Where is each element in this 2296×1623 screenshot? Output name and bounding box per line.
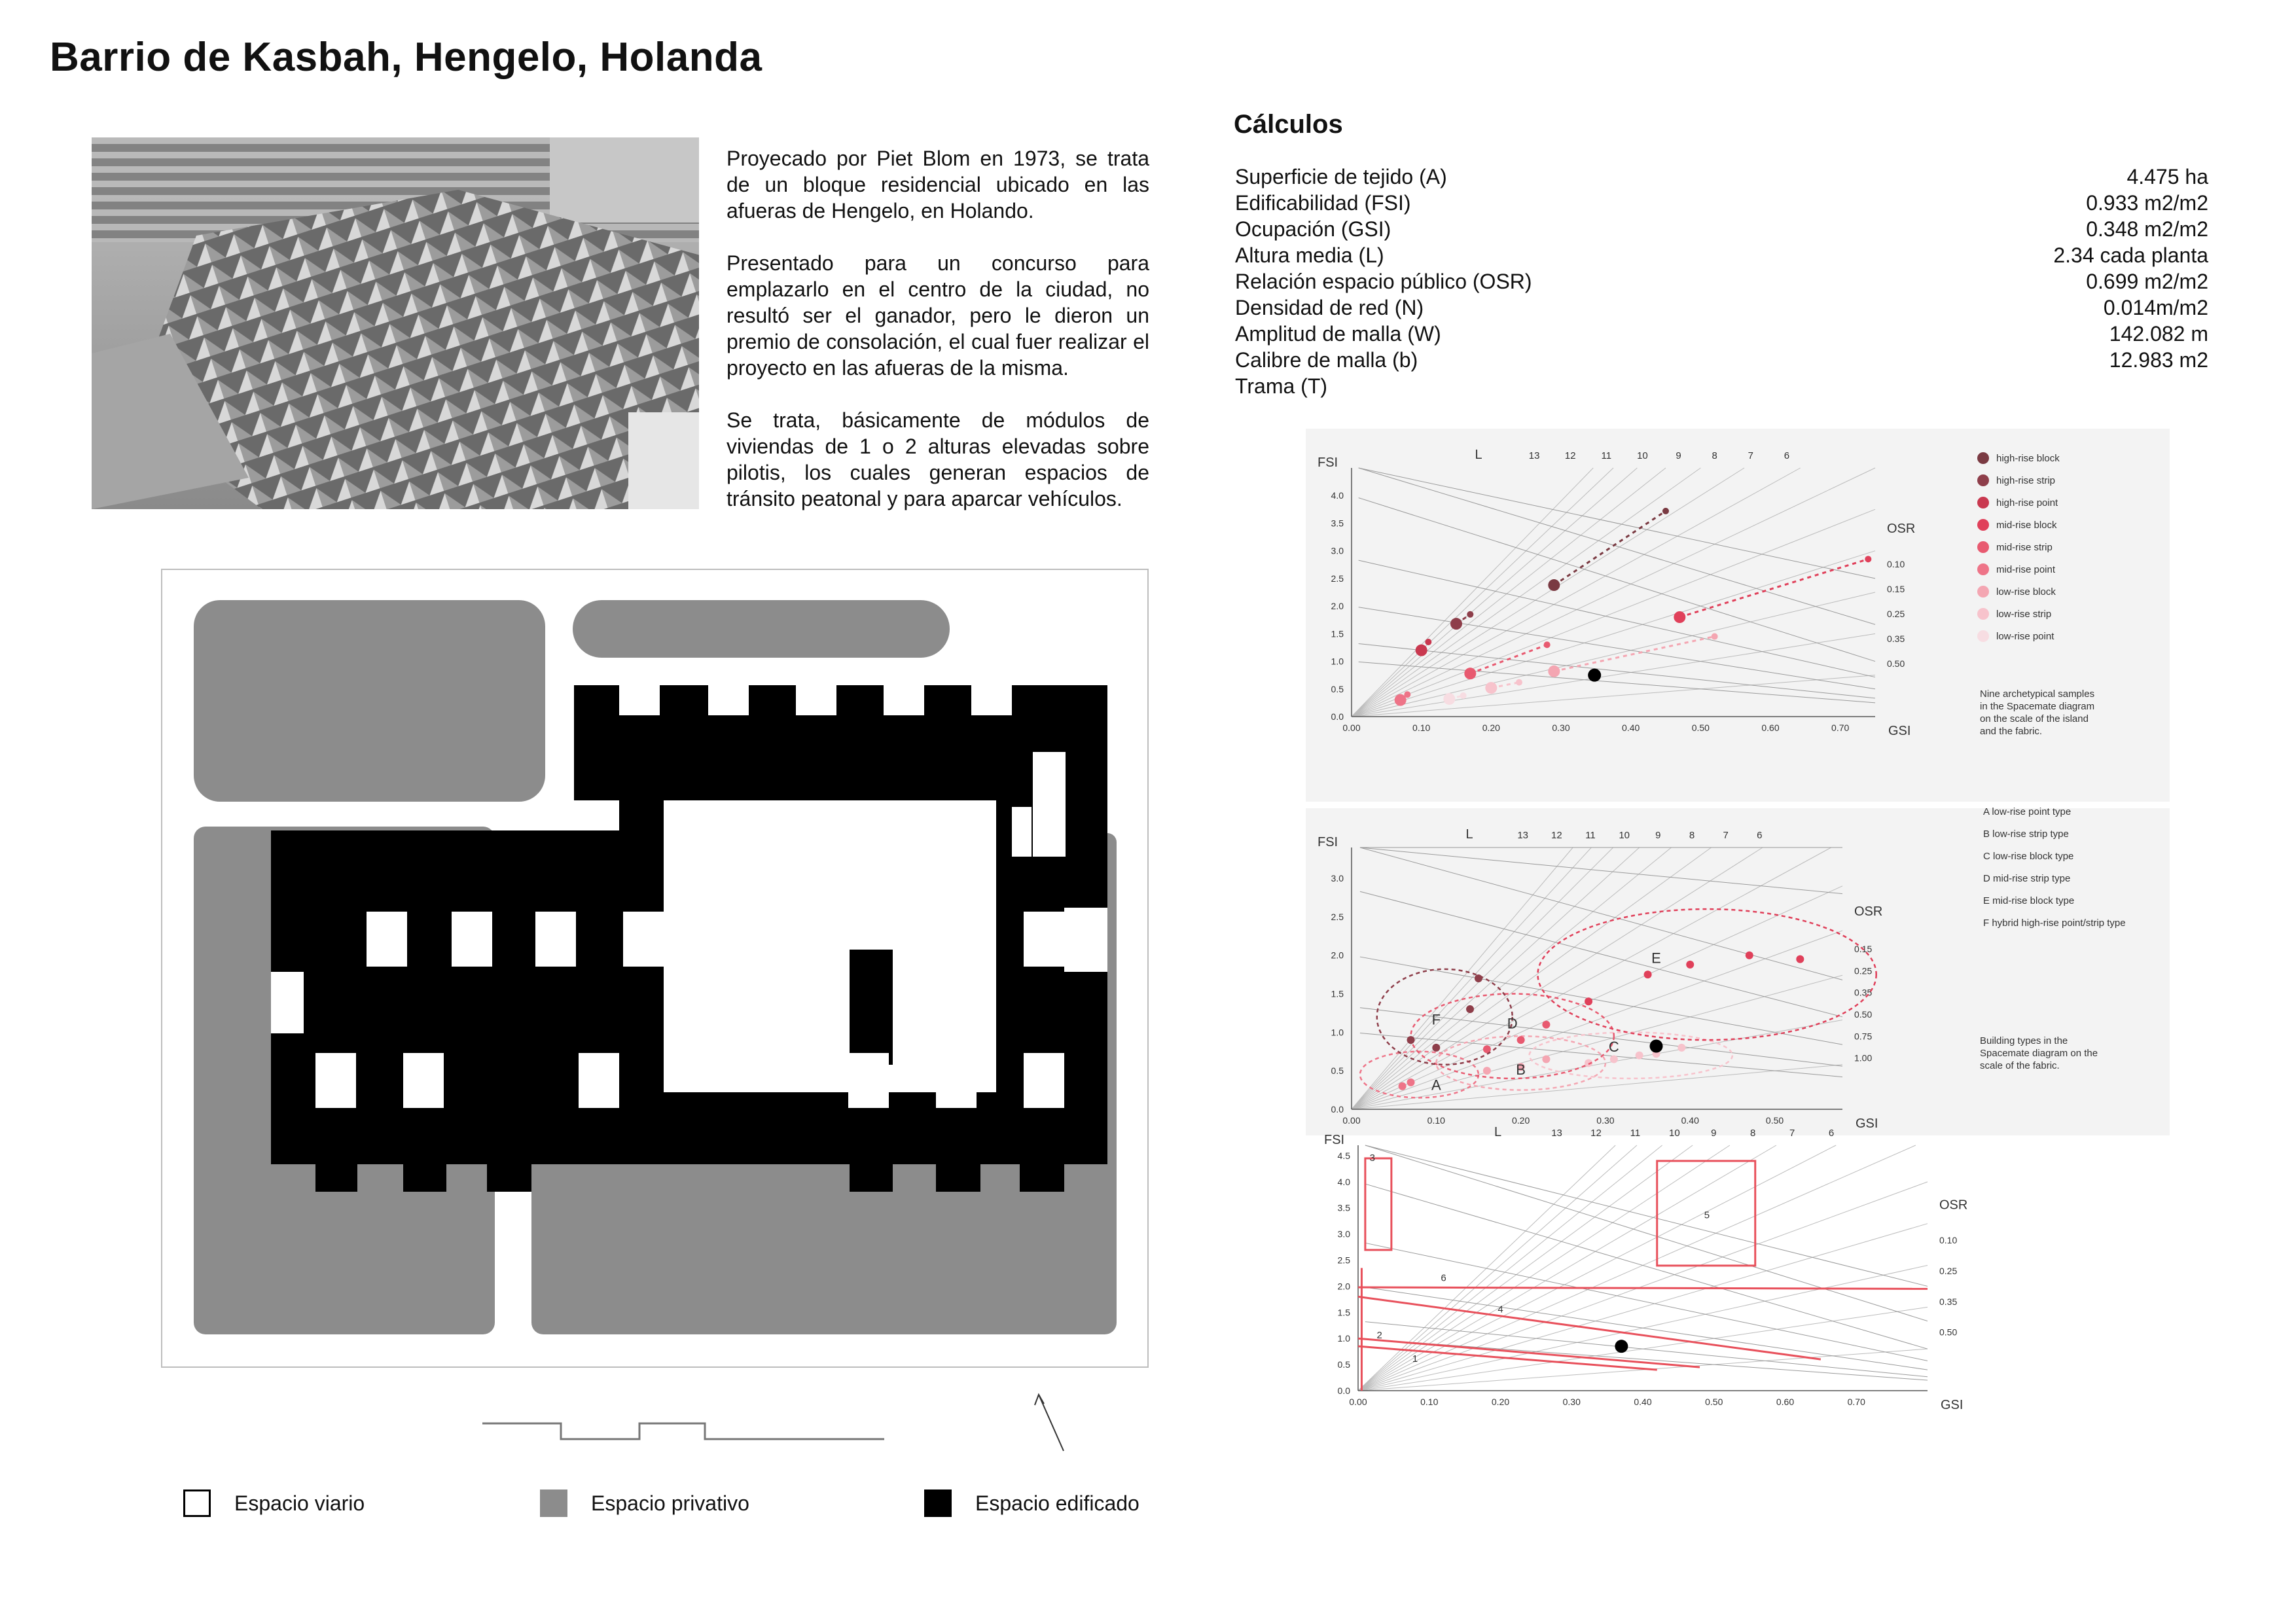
- calc-value: 0.348 m2/m2: [2086, 217, 2208, 241]
- l-tick-label: 12: [1564, 450, 1576, 461]
- calc-value: 12.983 m2: [2109, 348, 2208, 372]
- calc-label: Densidad de red (N): [1235, 296, 1424, 319]
- osr-line: [1365, 1145, 1928, 1321]
- zone-label: 3: [1369, 1152, 1375, 1164]
- calculations-table: [1235, 164, 2208, 399]
- l-tick-label: 7: [1789, 1128, 1795, 1139]
- chart-legend-label: low-rise block: [1996, 586, 2056, 597]
- data-point: [1483, 1067, 1491, 1075]
- legend-swatch-street: [183, 1489, 211, 1517]
- x-tick-label: 0.60: [1761, 722, 1780, 733]
- l-tick-label: 8: [1689, 830, 1695, 841]
- calc-label: Relación espacio público (OSR): [1235, 270, 1532, 293]
- private-block-n: [573, 600, 950, 658]
- y-tick-label: 0.0: [1337, 1385, 1350, 1396]
- chart-panel-2: [1306, 806, 2170, 1135]
- data-point: [1644, 971, 1652, 978]
- data-point: [1712, 633, 1718, 640]
- chart-legend-label: mid-rise strip: [1996, 542, 2053, 553]
- osr-tick-label: 0.35: [1887, 633, 1905, 644]
- chart-caption: Spacemate diagram on the: [1980, 1048, 2098, 1059]
- y-tick-label: 2.0: [1337, 1281, 1350, 1292]
- chart-caption: in the Spacemate diagram: [1980, 701, 2095, 712]
- data-point: [1443, 693, 1455, 705]
- x-tick-label: 0.40: [1681, 1115, 1699, 1126]
- data-point: [1516, 679, 1522, 686]
- osr-tick-label: 0.15: [1854, 944, 1873, 954]
- chart-legend-label: low-rise strip: [1996, 609, 2052, 620]
- l-tick-label: 13: [1517, 830, 1529, 841]
- chart-caption: and the fabric.: [1980, 726, 2043, 737]
- y-tick-label: 0.5: [1337, 1359, 1350, 1370]
- l-tick-label: 8: [1750, 1128, 1756, 1139]
- data-point: [1517, 1036, 1525, 1044]
- calc-value: 4.475 ha: [2126, 165, 2208, 188]
- x-tick-label: 0.70: [1831, 722, 1850, 733]
- l-tick-label: L: [1465, 827, 1473, 842]
- l-tick-label: 6: [1757, 830, 1763, 841]
- y-tick-label: 1.5: [1331, 988, 1344, 999]
- chart-panel-3: [1324, 1125, 1967, 1412]
- calc-label: Superficie de tejido (A): [1235, 165, 1447, 188]
- data-point: [1460, 692, 1467, 699]
- y-tick-label: 0.0: [1331, 1104, 1344, 1115]
- data-point: [1466, 1005, 1474, 1013]
- x-tick-label: 0.00: [1349, 1397, 1367, 1407]
- x-axis-label: GSI: [1941, 1398, 1964, 1412]
- chart-legend-label: E mid-rise block type: [1983, 895, 2075, 906]
- x-tick-label: 0.40: [1634, 1397, 1652, 1407]
- x-tick-label: 0.50: [1691, 722, 1710, 733]
- group-label: D: [1507, 1015, 1518, 1032]
- l-line: [1358, 1145, 1662, 1391]
- zone-label: 4: [1498, 1304, 1503, 1315]
- zone-label: 2: [1376, 1330, 1382, 1342]
- x-tick-label: 0.20: [1491, 1397, 1510, 1407]
- group-label: B: [1516, 1061, 1526, 1079]
- x-tick-label: 0.00: [1342, 1115, 1361, 1126]
- osr-tick-label: 1.00: [1854, 1052, 1873, 1063]
- calc-label: Calibre de malla (b): [1235, 348, 1418, 372]
- x-tick-label: 0.20: [1482, 722, 1500, 733]
- north-arrow-shape: [1031, 1391, 1070, 1453]
- osr-tick-label: 0.35: [1939, 1296, 1958, 1307]
- chart-panel-1: [1306, 429, 2170, 802]
- calc-label: Ocupación (GSI): [1235, 217, 1391, 241]
- y-tick-label: 1.0: [1331, 1027, 1344, 1038]
- l-tick-label: 9: [1655, 830, 1661, 841]
- osr-tick-label: 0.50: [1887, 658, 1905, 669]
- zone-line: [1358, 1287, 1928, 1289]
- kasbah-point: [1588, 669, 1601, 682]
- y-axis-label: FSI: [1324, 1133, 1345, 1147]
- data-point: [1432, 1044, 1440, 1052]
- chart-legend-label: B low-rise strip type: [1983, 829, 2069, 840]
- calc-label: Amplitud de malla (W): [1235, 322, 1441, 346]
- x-tick-label: 0.30: [1562, 1397, 1581, 1407]
- legend-label: Espacio edificado: [975, 1491, 1139, 1515]
- chart-caption: Building types in the: [1980, 1035, 2068, 1046]
- zone-label: 5: [1704, 1209, 1710, 1221]
- entry-notch-w: [271, 972, 304, 1033]
- chart-legend-label: high-rise strip: [1996, 475, 2056, 486]
- data-point: [1548, 666, 1560, 677]
- x-tick-label: 0.10: [1420, 1397, 1439, 1407]
- x-tick-label: 0.60: [1776, 1397, 1795, 1407]
- data-point: [1464, 668, 1476, 679]
- y-tick-label: 3.0: [1337, 1228, 1350, 1240]
- y-axis-label: FSI: [1318, 455, 1338, 470]
- l-tick-label: 6: [1828, 1128, 1835, 1139]
- chart-legend-label: F hybrid high-rise point/strip type: [1983, 918, 2126, 929]
- site-plan: [161, 569, 1149, 1368]
- l-tick-label: 9: [1711, 1128, 1717, 1139]
- legend-dot: [1977, 474, 1989, 486]
- legend-label: Espacio privativo: [591, 1491, 749, 1515]
- calculations-title: Cálculos: [1234, 110, 1343, 139]
- legend-dot: [1977, 630, 1989, 642]
- l-tick-label: 8: [1712, 450, 1717, 461]
- north-arrow-icon: [1031, 1391, 1070, 1453]
- data-point: [1746, 952, 1753, 959]
- legend-label: Espacio viario: [234, 1491, 365, 1515]
- data-point: [1686, 961, 1694, 969]
- data-point: [1662, 508, 1669, 514]
- y-tick-label: 2.5: [1331, 573, 1344, 584]
- data-point: [1425, 639, 1431, 645]
- l-tick-label: 11: [1585, 830, 1596, 841]
- x-tick-label: 0.30: [1552, 722, 1570, 733]
- chart-caption: Nine archetypical samples: [1980, 688, 2095, 700]
- y-tick-label: 3.0: [1331, 545, 1344, 556]
- calc-row: [1235, 294, 2208, 321]
- calc-row: [1235, 321, 2208, 347]
- data-point: [1399, 1082, 1407, 1090]
- legend-dot: [1977, 452, 1989, 464]
- x-tick-label: 0.10: [1427, 1115, 1445, 1126]
- data-point: [1636, 1052, 1643, 1060]
- description-paragraph: Se trata, básicamente de módulos de viviendas de 1 o 2 alturas elevadas sobre pilotis, los cuales generan espacios de tránsito peatonal y para aparcar vehículos.: [726, 408, 1149, 510]
- spacemate-charts: [1306, 429, 2170, 1430]
- legend-dot: [1977, 563, 1989, 575]
- osr-tick-label: 0.25: [1854, 965, 1873, 976]
- y-tick-label: 4.5: [1337, 1150, 1350, 1161]
- y-tick-label: 1.5: [1331, 628, 1344, 639]
- l-tick-label: 10: [1619, 830, 1630, 841]
- section-profile: [482, 1410, 884, 1444]
- description-paragraph: Presentado para un concurso para emplazarlo en el centro de la ciudad, no resultó ser el ganador, pero le dieron un premio de consolación, el cual fuer realizar el proyecto en las afueras de la misma.: [726, 251, 1149, 380]
- l-line: [1358, 1145, 1836, 1391]
- zone-box-3: [1365, 1158, 1391, 1250]
- l-line: [1358, 1349, 1928, 1391]
- y-tick-label: 3.0: [1331, 873, 1344, 884]
- legend-swatch-built: [924, 1489, 952, 1517]
- legend-private: [540, 1488, 749, 1519]
- chart-legend-label: mid-rise block: [1996, 520, 2057, 531]
- osr-title: OSR: [1887, 521, 1916, 536]
- l-tick-label: 11: [1601, 450, 1612, 461]
- y-tick-label: 3.5: [1337, 1202, 1350, 1213]
- l-tick-label: 11: [1630, 1128, 1641, 1139]
- data-point: [1796, 955, 1804, 963]
- y-tick-label: 1.5: [1337, 1307, 1350, 1318]
- x-tick-label: 0.00: [1342, 722, 1361, 733]
- osr-tick-label: 0.25: [1939, 1265, 1958, 1276]
- y-tick-label: 3.5: [1331, 518, 1344, 529]
- osr-tick-label: 0.35: [1854, 987, 1873, 998]
- project-description: [726, 145, 1149, 538]
- y-axis-label: FSI: [1318, 835, 1338, 849]
- l-tick-label: 10: [1637, 450, 1648, 461]
- data-point: [1865, 556, 1871, 562]
- osr-title: OSR: [1854, 904, 1883, 919]
- calc-row: [1235, 190, 2208, 216]
- l-tick-label: 13: [1528, 450, 1540, 461]
- calc-row: [1235, 373, 2208, 399]
- legend-dot: [1977, 586, 1989, 597]
- page-title: Barrio de Kasbah, Hengelo, Holanda: [50, 35, 762, 80]
- x-tick-label: 0.20: [1511, 1115, 1530, 1126]
- calc-label: Edificabilidad (FSI): [1235, 191, 1411, 215]
- calc-value: 0.933 m2/m2: [2086, 191, 2208, 215]
- chart-legend-label: D mid-rise strip type: [1983, 873, 2071, 884]
- data-point: [1467, 611, 1473, 618]
- osr-tick-label: 0.50: [1939, 1327, 1958, 1338]
- data-point: [1610, 1056, 1618, 1063]
- chart-legend-label: C low-rise block type: [1983, 851, 2074, 862]
- y-tick-label: 1.0: [1337, 1333, 1350, 1344]
- chart-legend-label: low-rise point: [1996, 631, 2054, 642]
- l-tick-label: 12: [1590, 1128, 1602, 1139]
- y-tick-label: 0.0: [1331, 711, 1344, 722]
- chart-legend-label: high-rise block: [1996, 453, 2060, 464]
- osr-tick-label: 0.15: [1887, 584, 1905, 594]
- l-tick-label: 6: [1784, 450, 1790, 461]
- l-line: [1358, 1224, 1928, 1391]
- chart-caption: scale of the fabric.: [1980, 1060, 2060, 1071]
- data-point: [1542, 1021, 1550, 1029]
- calc-label: Altura media (L): [1235, 243, 1384, 267]
- data-point: [1542, 1056, 1550, 1063]
- entry-notch-e: [1064, 908, 1107, 972]
- y-tick-label: 2.0: [1331, 950, 1344, 961]
- y-tick-label: 4.0: [1331, 490, 1344, 501]
- kasbah-point: [1650, 1040, 1663, 1053]
- calc-value: 0.014m/m2: [2103, 296, 2208, 319]
- l-tick-label: 13: [1551, 1128, 1562, 1139]
- legend-dot: [1977, 541, 1989, 553]
- y-tick-label: 0.5: [1331, 683, 1344, 694]
- data-point: [1450, 618, 1462, 630]
- x-tick-label: 0.30: [1596, 1115, 1615, 1126]
- data-point: [1407, 1036, 1415, 1044]
- y-tick-label: 2.0: [1331, 601, 1344, 612]
- l-tick-label: 10: [1668, 1128, 1680, 1139]
- chart-legend-label: high-rise point: [1996, 497, 2058, 508]
- kasbah-point: [1615, 1340, 1628, 1353]
- data-point: [1585, 997, 1592, 1005]
- legend-swatch-private: [540, 1489, 567, 1517]
- osr-tick-label: 0.75: [1854, 1031, 1873, 1042]
- data-point: [1475, 974, 1482, 982]
- legend-dot: [1977, 608, 1989, 620]
- l-tick-label: 7: [1748, 450, 1753, 461]
- l-tick-label: L: [1475, 448, 1482, 462]
- y-tick-label: 0.5: [1331, 1065, 1344, 1077]
- osr-tick-label: 0.10: [1939, 1235, 1958, 1245]
- calc-row: [1235, 268, 2208, 294]
- chart-caption: on the scale of the island: [1980, 713, 2089, 724]
- legend-street: [183, 1488, 365, 1519]
- group-label: C: [1608, 1038, 1619, 1055]
- osr-tick-label: 0.25: [1887, 609, 1905, 619]
- calc-value: 2.34 cada planta: [2053, 243, 2208, 267]
- l-tick-label: 9: [1676, 450, 1681, 461]
- y-tick-label: 2.5: [1331, 911, 1344, 922]
- data-point: [1485, 682, 1497, 694]
- osr-line: [1365, 1145, 1928, 1286]
- data-point: [1674, 611, 1685, 623]
- calc-row: [1235, 347, 2208, 373]
- aerial-photo-image: [92, 137, 699, 509]
- x-tick-label: 0.10: [1412, 722, 1431, 733]
- l-line: [1358, 1145, 1637, 1391]
- chart-legend-label: A low-rise point type: [1983, 806, 2072, 817]
- calc-row: [1235, 164, 2208, 190]
- legend-built: [924, 1488, 1139, 1519]
- calc-label: Trama (T): [1235, 374, 1328, 398]
- x-axis-label: GSI: [1888, 724, 1911, 738]
- osr-title: OSR: [1939, 1198, 1968, 1213]
- site-plan-drawing: [161, 569, 1149, 1368]
- group-label: F: [1431, 1011, 1441, 1028]
- osr-line: [1365, 1184, 1928, 1349]
- data-point: [1548, 579, 1560, 591]
- osr-tick-label: 0.50: [1854, 1009, 1873, 1020]
- osr-line: [1365, 1243, 1928, 1361]
- x-tick-label: 0.50: [1765, 1115, 1784, 1126]
- data-point: [1416, 645, 1427, 656]
- data-point: [1677, 1044, 1685, 1052]
- x-tick-label: 0.50: [1705, 1397, 1723, 1407]
- aerial-photo: [92, 137, 699, 509]
- l-line: [1358, 1145, 1615, 1391]
- x-tick-label: 0.40: [1622, 722, 1640, 733]
- legend-dot: [1977, 519, 1989, 531]
- data-point: [1407, 1079, 1415, 1086]
- x-axis-label: GSI: [1856, 1116, 1878, 1131]
- y-tick-label: 4.0: [1337, 1176, 1350, 1187]
- private-block-nw: [194, 600, 545, 802]
- calc-value: 0.699 m2/m2: [2086, 270, 2208, 293]
- y-tick-label: 2.5: [1337, 1255, 1350, 1266]
- l-tick-label: L: [1494, 1125, 1502, 1139]
- calc-value: 142.082 m: [2109, 322, 2208, 346]
- data-point: [1544, 641, 1551, 648]
- l-tick-label: 12: [1551, 830, 1562, 841]
- spacemate-charts-svg: [1306, 429, 2170, 1430]
- y-tick-label: 1.0: [1331, 656, 1344, 667]
- data-point: [1404, 691, 1410, 698]
- zone-label: 6: [1441, 1272, 1446, 1284]
- calc-row: [1235, 242, 2208, 268]
- zone-label: 1: [1412, 1353, 1418, 1365]
- l-tick-label: 7: [1723, 830, 1729, 841]
- description-paragraph: Proyecado por Piet Blom en 1973, se trata de un bloque residencial ubicado en las afueras de Hengelo, en Holando.: [726, 147, 1149, 223]
- section-line: [482, 1410, 884, 1444]
- chart-legend-label: mid-rise point: [1996, 564, 2056, 575]
- group-label: E: [1651, 950, 1661, 967]
- osr-tick-label: 0.10: [1887, 559, 1905, 569]
- legend-dot: [1977, 497, 1989, 508]
- x-tick-label: 0.70: [1847, 1397, 1865, 1407]
- calc-row: [1235, 216, 2208, 242]
- group-label: A: [1431, 1077, 1441, 1094]
- l-line: [1358, 1145, 1916, 1391]
